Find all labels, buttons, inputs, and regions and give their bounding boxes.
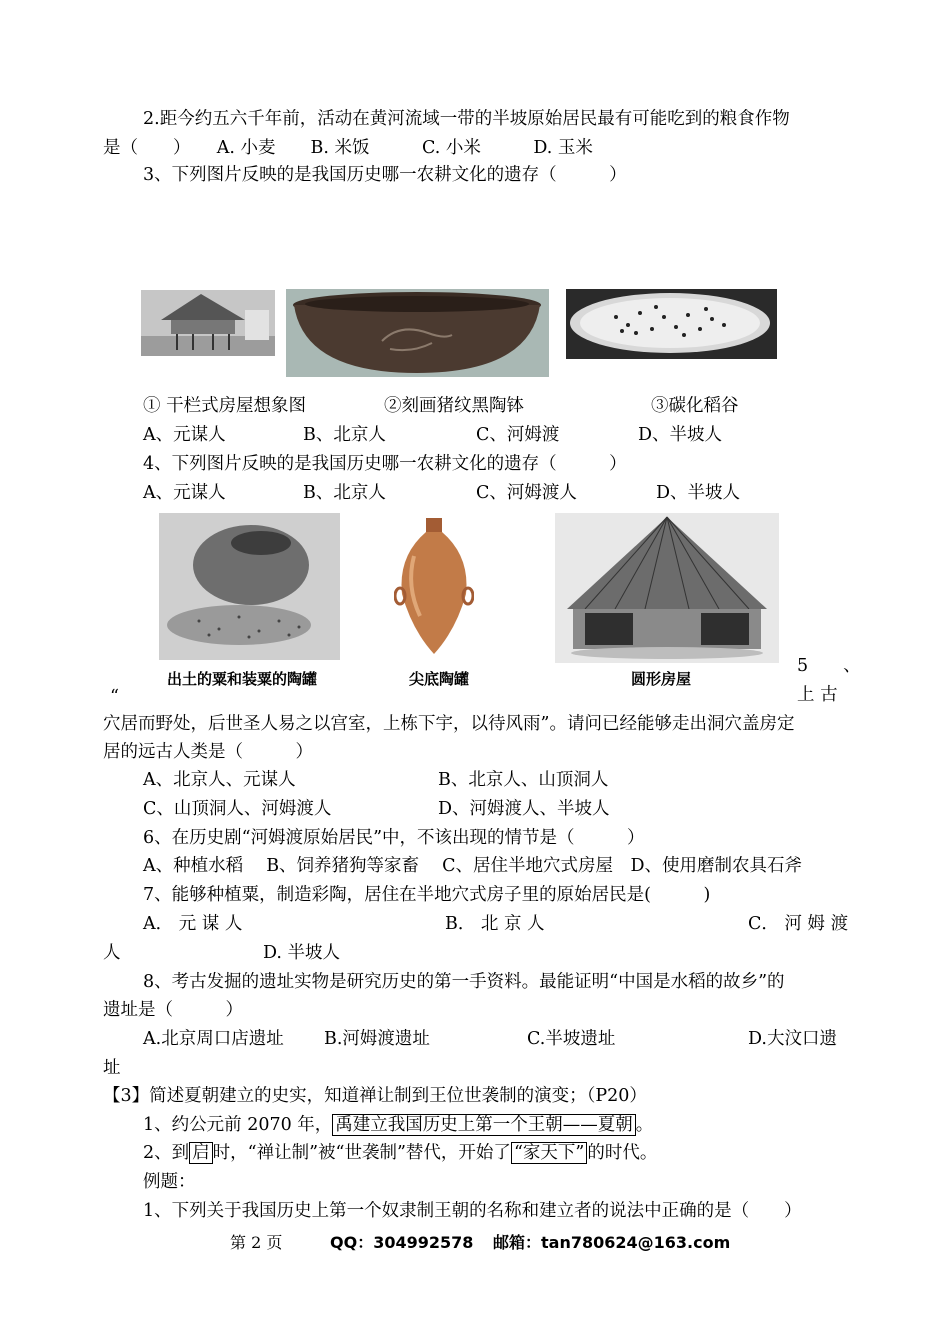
- q7-option-d: D. 半坡人: [263, 943, 341, 963]
- q6-stem: 6、在历史剧“河姆渡原始居民”中，不该出现的情节是（ ）: [143, 828, 645, 848]
- q7-option-c: C． 河 姆 渡: [748, 914, 849, 934]
- q2-line1: 2.距今约五六千年前，活动在黄河流域一带的半坡原始居民最有可能吃到的粮食作物: [143, 109, 790, 129]
- q3-caption-1: ① 干栏式房屋想象图: [143, 396, 307, 416]
- round-house-image: [555, 513, 779, 663]
- section-3-heading: 【3】简述夏朝建立的史实，知道禅让制到王位世袭制的演变；（P20）: [103, 1086, 647, 1106]
- q8-option-d: D.大汶口遗: [748, 1029, 837, 1049]
- q4-caption-3: 圆形房屋: [631, 670, 692, 688]
- carbonized-rice-image: [566, 289, 777, 359]
- footer-page-number: 第 2 页: [230, 1233, 283, 1252]
- footer-qq: QQ：304992578: [330, 1233, 474, 1252]
- q8-option-c: C.半坡遗址: [527, 1029, 616, 1049]
- q3-option-a: A、元谋人: [143, 425, 226, 445]
- q5-line2: 穴居而野处，后世圣人易之以宫室，上栋下宇，以待风雨”。请问已经能够走出洞穴盖房定: [103, 714, 795, 734]
- q3-caption-3: ③碳化稻谷: [651, 396, 739, 416]
- example-question-1: 1、下列关于我国历史上第一个奴隶制王朝的名称和建立者的说法中正确的是（ ）: [143, 1201, 802, 1221]
- section-3-line2: 2、到 启 时，“禅让制”被“世袭制”替代，开始了 “家天下” 的时代。: [143, 1143, 658, 1163]
- qi-box: 启: [189, 1142, 213, 1164]
- pointed-bottom-jar-image: [394, 516, 474, 656]
- q8-option-a: A.北京周口店遗址: [143, 1029, 284, 1049]
- stilt-house-image: [141, 290, 275, 356]
- q8-stem-1: 8、考古发掘的遗址实物是研究历史的第一手资料。最能证明“中国是水稻的故乡”的: [143, 972, 785, 992]
- q2-line2: 是（ ） A. 小麦 B. 米饭 C. 小米 D. 玉米: [103, 138, 593, 158]
- jia-tian-xia-box: “家天下”: [511, 1142, 587, 1164]
- q3-caption-2: ②刻画猪纹黑陶钵: [384, 396, 524, 416]
- q5-number: 5 、: [797, 656, 861, 676]
- q5-line3: 居的远古人类是（ ）: [103, 742, 313, 762]
- section-3-line1: 1、约公元前 2070 年， 禹建立我国历史上第一个王朝——夏朝 。: [143, 1115, 654, 1135]
- q3-option-c: C、河姆渡: [476, 425, 560, 445]
- q8-wrap: 址: [103, 1058, 121, 1078]
- q3-option-d: D、半坡人: [638, 425, 723, 445]
- q7-option-a: A． 元 谋 人: [143, 914, 243, 934]
- q4-option-a: A、元谋人: [143, 483, 226, 503]
- q4-option-d: D、半坡人: [656, 483, 741, 503]
- q6-options: A、种植水稻 B、饲养猪狗等家畜 C、居住半地穴式房屋 D、使用磨制农具石斧: [143, 856, 803, 876]
- xia-dynasty-box: 禹建立我国历史上第一个王朝——夏朝: [332, 1114, 636, 1136]
- q8-stem-2: 遗址是（ ）: [103, 1000, 243, 1020]
- q4-caption-1: 出土的粟和装粟的陶罐: [167, 670, 318, 688]
- example-label: 例题：: [143, 1172, 196, 1192]
- q4-caption-2: 尖底陶罐: [409, 670, 470, 688]
- q5-option-b: B、北京人、山顶洞人: [438, 770, 609, 790]
- q3-option-b: B、北京人: [303, 425, 386, 445]
- q3-stem: 3、下列图片反映的是我国历史哪一农耕文化的遗存（ ）: [143, 165, 627, 185]
- q5-option-c: C、山顶洞人、河姆渡人: [143, 799, 332, 819]
- millet-jar-image: [159, 513, 340, 660]
- q5-option-a: A、北京人、元谋人: [143, 770, 296, 790]
- q4-option-c: C、河姆渡人: [476, 483, 577, 503]
- q8-option-b: B.河姆渡遗址: [324, 1029, 430, 1049]
- footer-email: 邮箱：tan780624@163.com: [493, 1233, 731, 1252]
- q7-stem: 7、能够种植粟，制造彩陶，居住在半地穴式房子里的原始居民是( ): [143, 885, 711, 905]
- black-pottery-bowl-image: [286, 289, 549, 377]
- q5-line1-tail: 上 古: [797, 685, 838, 705]
- q5-open-quote: “: [110, 687, 119, 707]
- q4-stem: 4、下列图片反映的是我国历史哪一农耕文化的遗存（ ）: [143, 454, 627, 474]
- q7-wrap: 人: [103, 943, 121, 963]
- q4-option-b: B、北京人: [303, 483, 386, 503]
- q7-option-b: B． 北 京 人: [445, 914, 545, 934]
- q5-option-d: D、河姆渡人、半坡人: [438, 799, 610, 819]
